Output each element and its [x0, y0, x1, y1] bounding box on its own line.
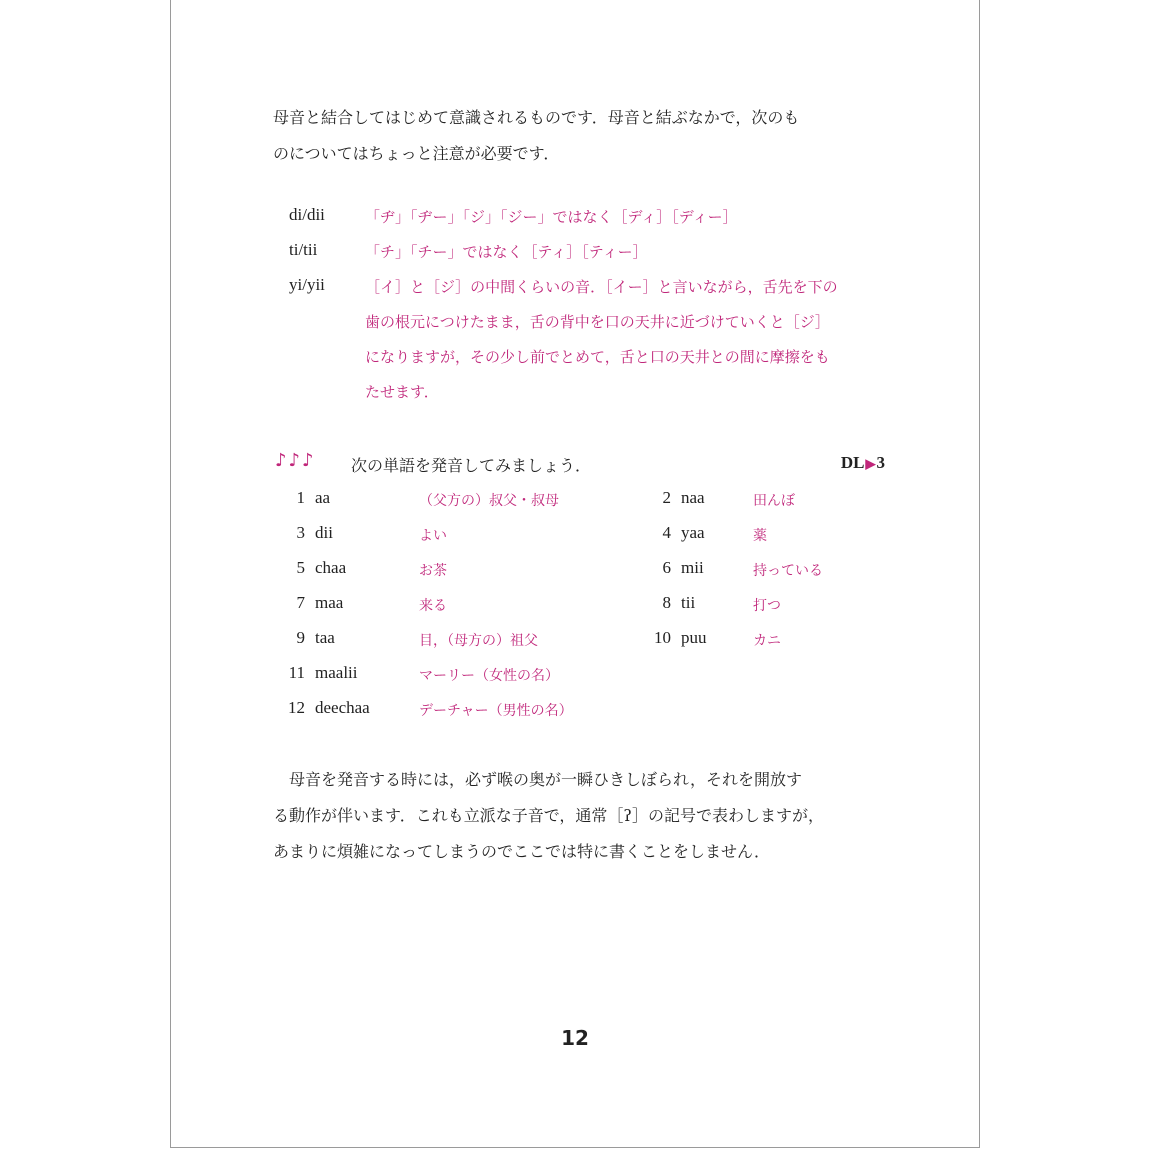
- exercise-title: 次の単語を発音してみましょう．: [351, 456, 592, 475]
- word-romanization: puu: [681, 628, 707, 647]
- closing-line: る動作が伴います．これも立派な子音で，通常［ʔ］の記号で表わしますが，: [273, 806, 824, 825]
- closing-line: 母音を発音する時には，必ず喉の奥が一瞬ひきしぼられ，それを開放す: [273, 770, 802, 789]
- word-meaning: 田んぼ: [753, 493, 795, 509]
- note-line: 歯の根元につけたまま，舌の背中を口の天井に近づけていくと［ジ］: [365, 313, 830, 331]
- word-number: 8: [662, 593, 671, 612]
- word-meaning: 来る: [419, 598, 447, 614]
- page-number: 12: [561, 1026, 589, 1050]
- word-meaning: 打つ: [753, 598, 781, 614]
- word-romanization: mii: [681, 558, 704, 577]
- word-number: 6: [662, 558, 671, 577]
- word-number: 5: [296, 558, 305, 577]
- word-romanization: dii: [315, 523, 333, 542]
- note-line: たせます．: [365, 383, 439, 401]
- word-number: 7: [296, 593, 305, 612]
- word-number: 4: [662, 523, 671, 542]
- word-number: 10: [654, 628, 671, 647]
- word-romanization: maalii: [315, 663, 358, 682]
- note-line: ［イ］と［ジ］の中間くらいの音．［イー］と言いながら，舌先を下の: [365, 278, 838, 296]
- dl-track-number: 3: [876, 453, 885, 472]
- word-romanization: maa: [315, 593, 344, 612]
- music-notes-icon: ♪♪♪: [275, 450, 316, 471]
- word-meaning: （父方の）叔父・叔母: [419, 493, 559, 509]
- word-romanization: tii: [681, 593, 696, 612]
- word-meaning: 目，（母方の）祖父: [419, 633, 538, 649]
- word-meaning: よい: [419, 528, 447, 544]
- word-romanization: yaa: [681, 523, 705, 542]
- word-number: 11: [288, 663, 305, 682]
- dl-text: DL: [840, 453, 865, 472]
- book-page: [170, 0, 980, 1148]
- note-description: [365, 270, 885, 410]
- word-meaning: 薬: [753, 528, 767, 544]
- word-meaning: 持っている: [753, 563, 823, 579]
- note-description: [365, 235, 885, 270]
- word-number: 9: [296, 628, 305, 647]
- note-term: ti/tii: [289, 240, 318, 259]
- word-number: 3: [296, 523, 305, 542]
- word-romanization: deechaa: [315, 698, 370, 717]
- note-line: 「チ」「チー」ではなく［ティ］［ティー］: [365, 243, 648, 261]
- word-number: 2: [662, 488, 671, 507]
- exercise-header: [275, 450, 885, 480]
- word-romanization: chaa: [315, 558, 347, 577]
- closing-paragraph: [273, 762, 893, 870]
- word-number: 1: [296, 488, 305, 507]
- play-arrow-icon: ▶: [865, 456, 876, 471]
- intro-paragraph: [273, 100, 893, 172]
- note-term: yi/yii: [289, 275, 325, 294]
- note-line: になりますが，その少し前でとめて，舌と口の天井との間に摩擦をも: [365, 348, 830, 366]
- word-romanization: aa: [315, 488, 331, 507]
- word-romanization: taa: [315, 628, 335, 647]
- word-meaning: お茶: [419, 563, 447, 579]
- intro-line: のについてはちょっと注意が必要です．: [273, 144, 560, 163]
- word-meaning: マーリー（女性の名）: [419, 668, 559, 684]
- intro-line: 母音と結合してはじめて意識されるものです．母音と結ぶなかで，次のも: [273, 108, 800, 127]
- closing-line: あまりに煩雑になってしまうのでここでは特に書くことをしません．: [273, 842, 770, 861]
- word-number: 12: [288, 698, 305, 717]
- note-description: [365, 200, 885, 235]
- word-meaning: カニ: [753, 633, 781, 649]
- word-meaning: デーチャー（男性の名）: [419, 703, 573, 719]
- note-line: 「ヂ」「ヂー」「ジ」「ジー」ではなく［ディ］［ディー］: [365, 208, 738, 226]
- note-term: di/dii: [289, 205, 325, 224]
- word-romanization: naa: [681, 488, 705, 507]
- download-track-label: [841, 453, 885, 473]
